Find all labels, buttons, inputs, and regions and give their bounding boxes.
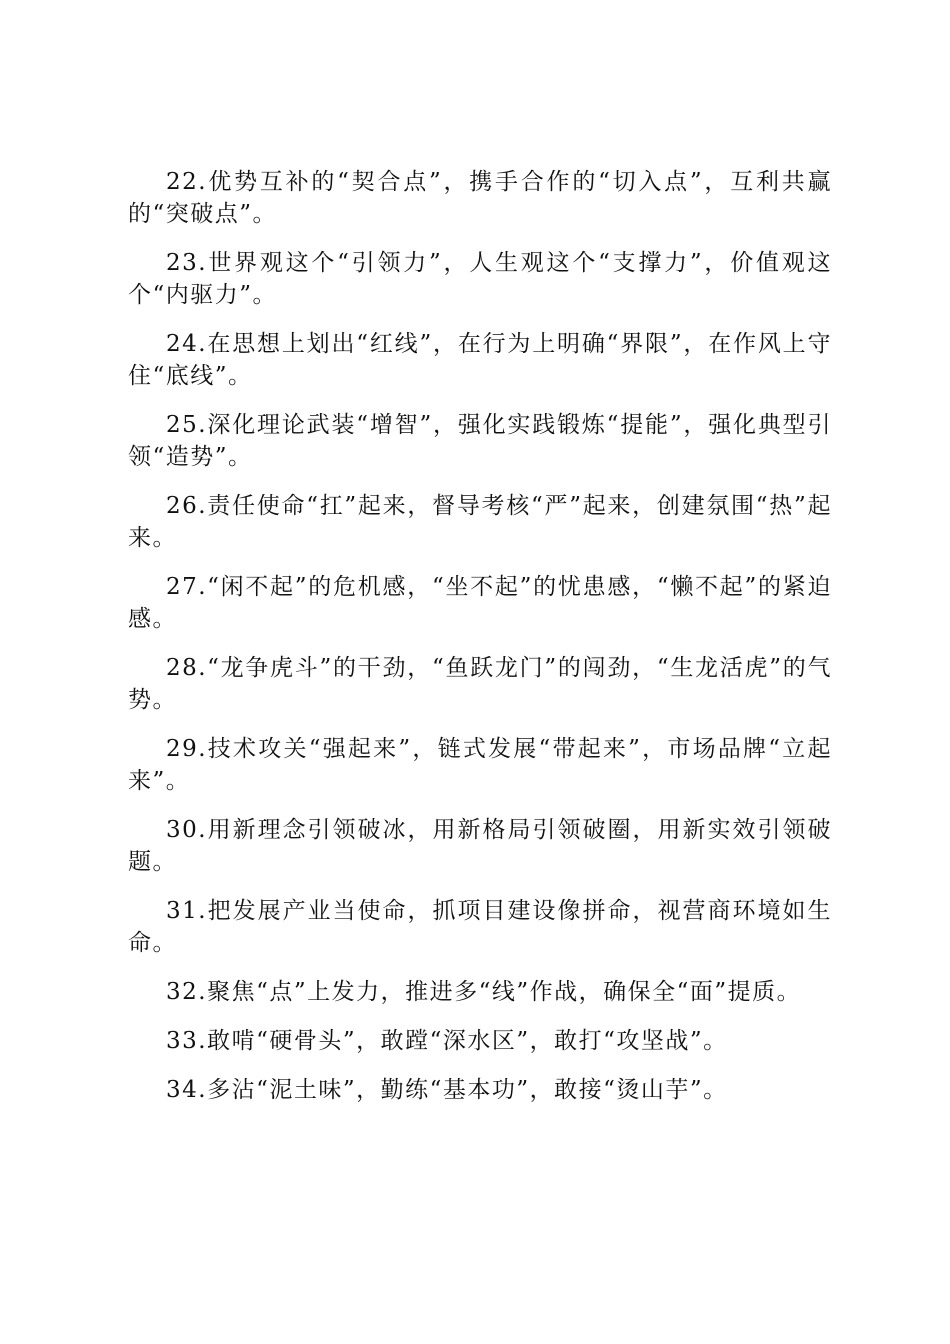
list-item-32: 32.聚焦“点”上发力，推进多“线”作战，确保全“面”提质。 (166, 979, 802, 1005)
document-body (128, 166, 832, 1123)
list-item-31: 31.把发展产业当使命，抓项目建设像拼命，视营商环境如生命。 (128, 898, 832, 956)
list-item-28: 28.“龙争虎斗”的干劲，“鱼跃龙门”的闯劲，“生龙活虎”的气势。 (128, 655, 832, 713)
list-item-26: 26.责任使命“扛”起来，督导考核“严”起来，创建氛围“热”起来。 (128, 493, 832, 551)
list-item-24: 24.在思想上划出“红线”，在行为上明确“界限”，在作风上守住“底线”。 (128, 331, 832, 389)
list-item-23: 23.世界观这个“引领力”，人生观这个“支撑力”，价值观这个“内驱力”。 (128, 250, 832, 308)
list-item-25: 25.深化理论武装“增智”，强化实践锻炼“提能”，强化典型引领“造势”。 (128, 412, 832, 470)
list-item-22: 22.优势互补的“契合点”，携手合作的“切入点”，互利共赢的“突破点”。 (128, 169, 832, 227)
list-item-34: 34.多沾“泥土味”，勤练“基本功”，敢接“烫山芋”。 (166, 1077, 728, 1103)
list-item-33: 33.敢啃“硬骨头”，敢蹚“深水区”，敢打“攻坚战”。 (166, 1028, 728, 1054)
list-item-29: 29.技术攻关“强起来”，链式发展“带起来”，市场品牌“立起来”。 (128, 736, 832, 794)
list-item-30: 30.用新理念引领破冰，用新格局引领破圈，用新实效引领破题。 (128, 817, 832, 875)
list-item-27: 27.“闲不起”的危机感，“坐不起”的忧患感，“懒不起”的紧迫感。 (128, 574, 832, 632)
